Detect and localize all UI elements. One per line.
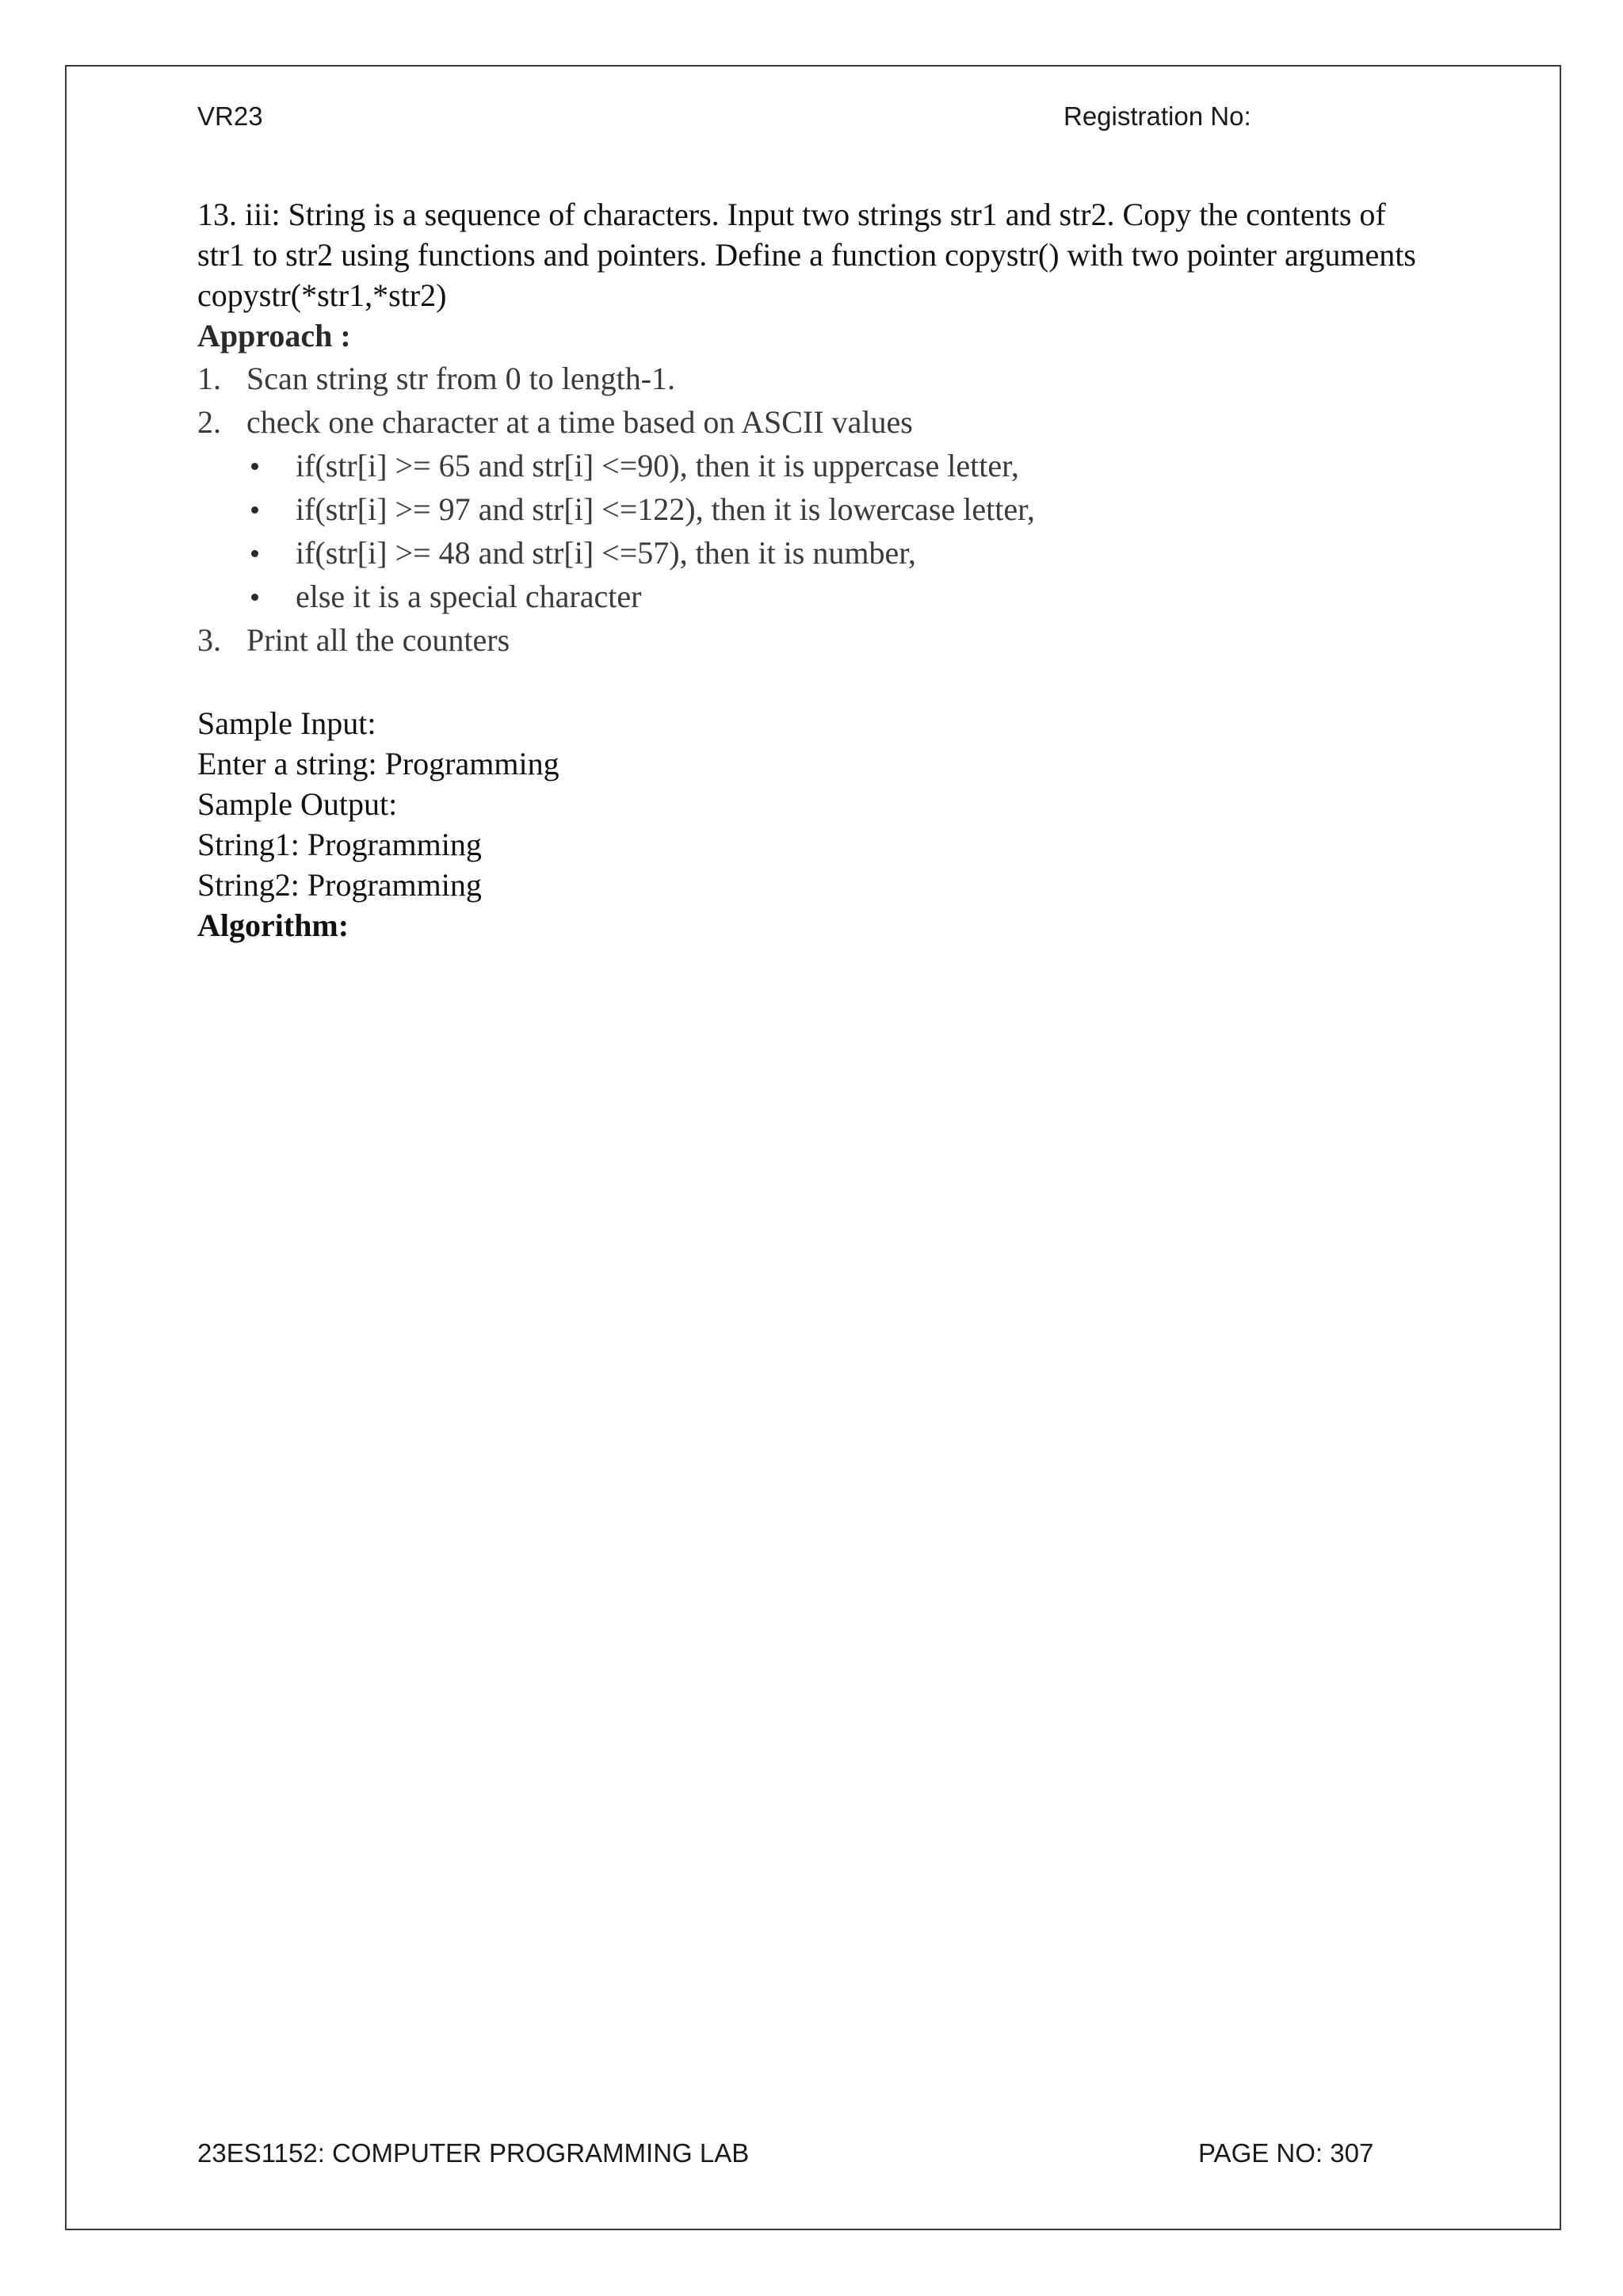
approach-heading: Approach : [197,318,351,353]
step-text: Print all the counters [246,622,510,658]
ascii-rules-list [246,444,1449,618]
page-content [197,194,1449,946]
approach-steps [197,357,1449,662]
rule-text: if(str[i] >= 97 and str[i] <=122), then it is lowercase letter, [296,491,1035,527]
step-text: check one character at a time based on ASCII values [246,404,913,440]
rule-text: else it is a special character [296,579,642,614]
question-line: str1 to str2 using functions and pointers. Define a function copystr() with two pointer arguments [197,237,1416,273]
footer-course: 23ES1152: COMPUTER PROGRAMMING LAB [197,2138,750,2168]
sample-io [197,703,1449,946]
sample-output-line: String1: Programming [197,827,482,862]
ascii-rule [246,444,1449,487]
sample-input-label: Sample Input: [197,705,376,741]
step-number: 1. [197,361,221,396]
question-line: copystr(*str1,*str2) [197,277,447,313]
rule-text: if(str[i] >= 65 and str[i] <=90), then it is uppercase letter, [296,448,1019,483]
question-text [197,194,1449,315]
approach-step [197,400,1449,618]
bullet-icon [251,594,258,601]
algorithm-heading: Algorithm: [197,907,349,943]
approach-step [197,357,1449,400]
footer-page-number: PAGE NO: 307 [1198,2138,1374,2168]
ascii-rule [246,531,1449,575]
sample-input-line: Enter a string: Programming [197,746,559,781]
step-number: 2. [197,404,221,440]
header-regulation: VR23 [197,101,263,131]
bullet-icon [251,506,258,514]
sample-output-label: Sample Output: [197,786,398,822]
sample-output-line: String2: Programming [197,867,482,903]
bullet-icon [251,463,258,470]
ascii-rule [246,487,1449,531]
header-registration-label: Registration No: [1064,101,1251,131]
rule-text: if(str[i] >= 48 and str[i] <=57), then it is number, [296,535,916,571]
ascii-rule [246,575,1449,618]
bullet-icon [251,550,258,557]
step-text: Scan string str from 0 to length-1. [246,361,676,396]
question-line: 13. iii: String is a sequence of characters. Input two strings str1 and str2. Copy the contents of [197,197,1386,232]
step-number: 3. [197,622,221,658]
approach-step [197,618,1449,662]
